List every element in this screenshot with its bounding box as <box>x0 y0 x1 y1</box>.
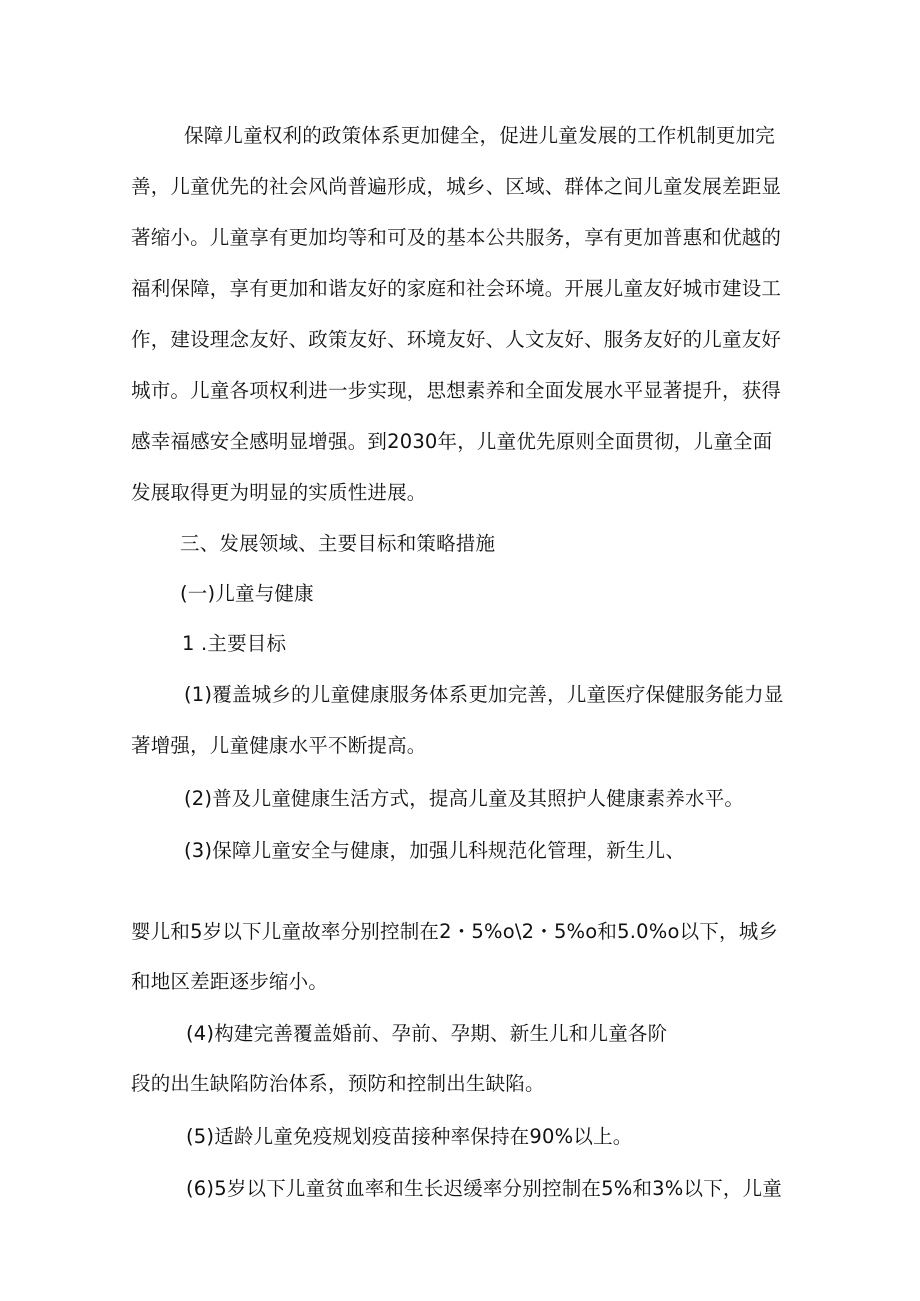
text-line: 著缩小。儿童享有更加均等和可及的基本公共服务，享有更加普惠和优越的 <box>131 226 782 249</box>
section-heading: 三、发展领域、主要目标和策略措施 <box>180 532 496 555</box>
text-line: 段的出生缺陷防治体系，预防和控制出生缺陷。 <box>131 1072 545 1095</box>
subsection-heading: 1 .主要目标 <box>182 632 287 655</box>
text-line: 婴儿和5岁以下儿童故率分别控制在2・5%o\2・5%o和5.0%o以下，城乡 <box>131 920 779 943</box>
text-line: (1)覆盖城乡的儿童健康服务体系更加完善，儿童医疗保健服务能力显 <box>184 683 784 706</box>
text-line: 作，建设理念友好、政策友好、环境友好、人文友好、服务友好的儿童友好 <box>131 328 782 351</box>
text-line: 福利保障，享有更加和谐友好的家庭和社会环境。开展儿童友好城市建设工 <box>131 277 782 300</box>
text-line: 善，儿童优先的社会风尚普遍形成，城乡、区域、群体之间儿童发展差距显 <box>131 175 782 198</box>
text-line: (6)5岁以下儿童贫血率和生长迟缓率分别控制在5%和3%以下，儿童 <box>186 1177 782 1200</box>
text-line: (2)普及儿童健康生活方式，提高儿童及其照护人健康素养水平。 <box>184 787 745 810</box>
text-line: 保障儿童权利的政策体系更加健全，促进儿童发展的工作机制更加完 <box>184 124 776 147</box>
text-line: 和地区差距逐步缩小。 <box>131 970 329 993</box>
text-line: 发展取得更为明显的实质性进展。 <box>131 481 427 504</box>
text-line: (5)适龄儿童免疫规划疫苗接种率保持在90%以上。 <box>186 1125 633 1148</box>
text-line: (3)保障儿童安全与健康，加强儿科规范化管理，新生儿、 <box>184 839 686 862</box>
text-line: 感幸福感安全感明显增强。到2030年，儿童优先原则全面贯彻，儿童全面 <box>131 430 773 453</box>
text-line: 著增强，儿童健康水平不断提高。 <box>131 734 427 757</box>
subsection-heading: (一)儿童与健康 <box>180 582 314 605</box>
text-line: (4)构建完善覆盖婚前、孕前、孕期、新生儿和儿童各阶 <box>186 1022 668 1045</box>
text-line: 城市。儿童各项权利进一步实现，思想素养和全面发展水平显著提升，获得 <box>131 379 782 402</box>
